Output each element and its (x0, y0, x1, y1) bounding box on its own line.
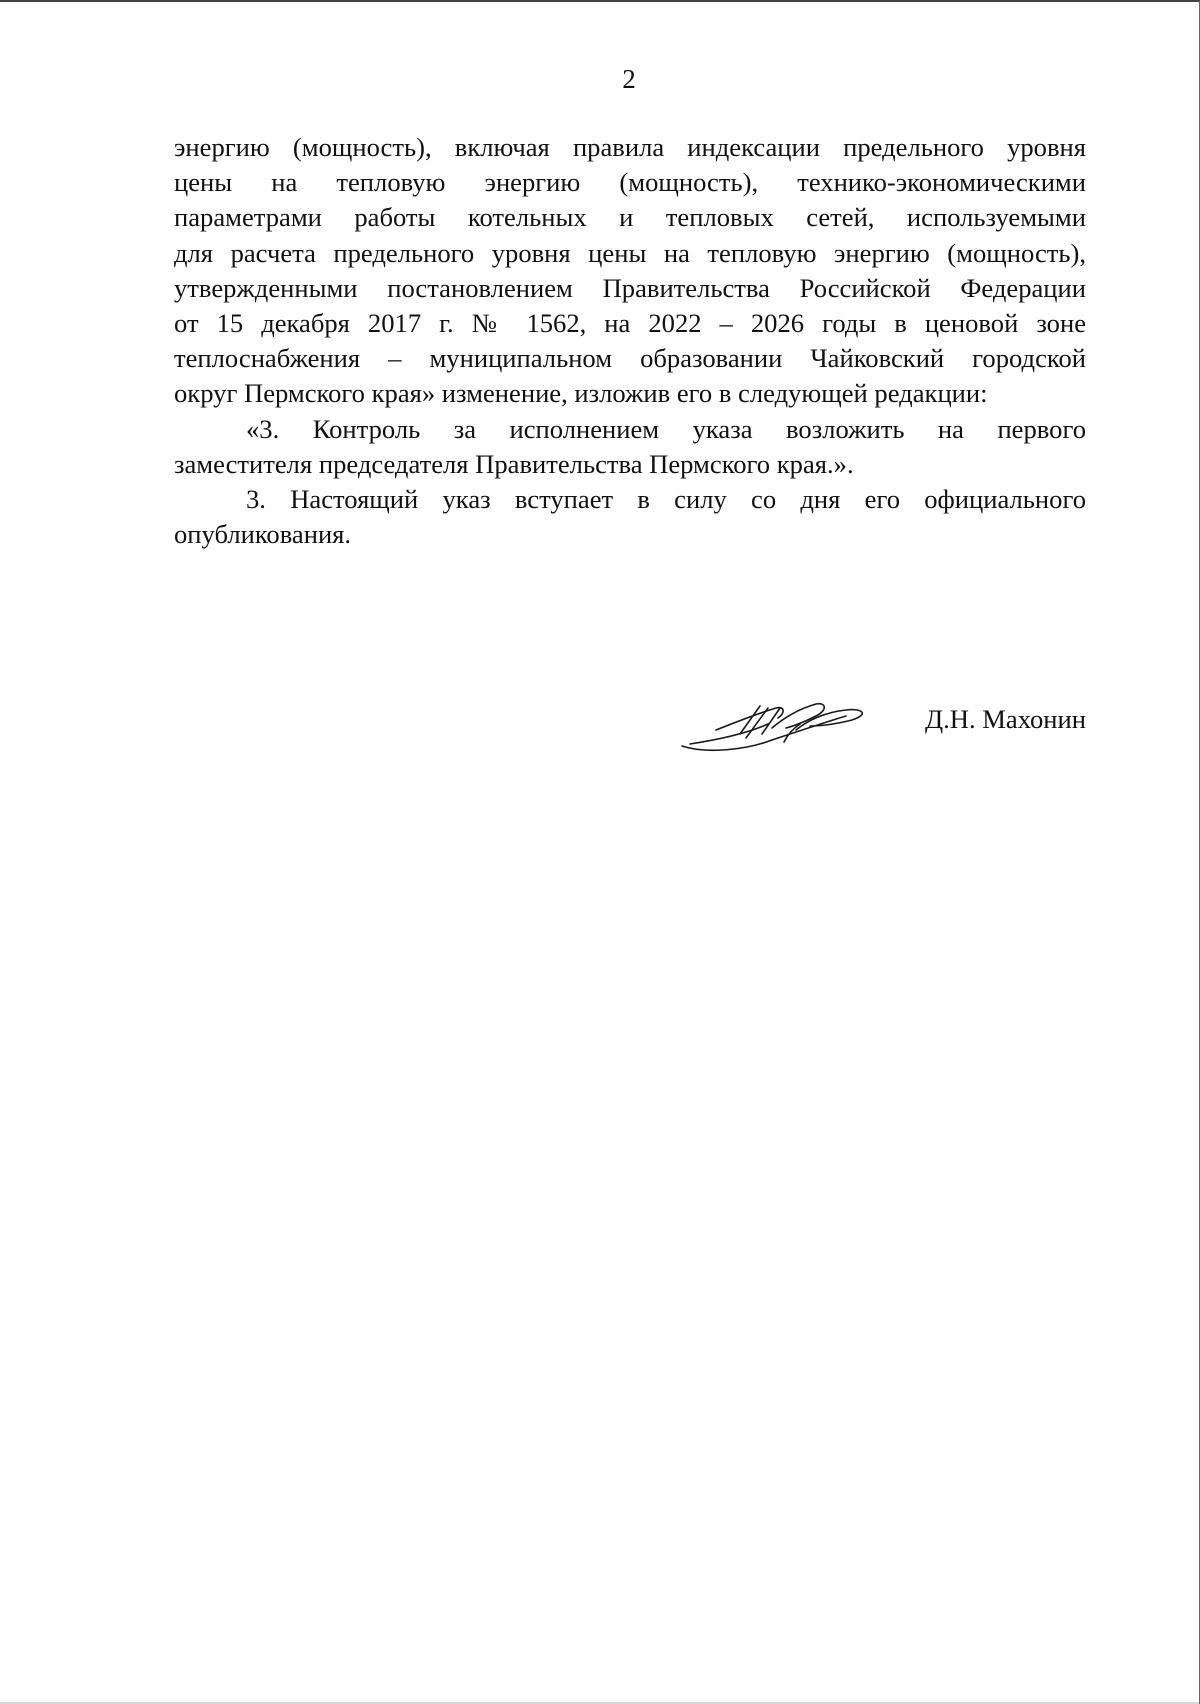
paragraph-continuation (174, 130, 1086, 412)
paragraph-amendment-quote (174, 412, 1086, 482)
text-line: заместителя председателя Правительства Пермского края.». (174, 448, 854, 479)
text-line: энергию (мощность), включая правила индексации предельного уровня (174, 132, 1086, 162)
text-line: утвержденными постановлением Правительства Российской Федерации (174, 272, 1086, 303)
signature-icon (676, 694, 876, 758)
text-line: опубликования. (174, 519, 352, 550)
paragraph-item-3 (174, 482, 1086, 552)
text-line: для расчета предельного уровня цены на тепловую энергию (мощность), (174, 237, 1086, 268)
text-line: «3. Контроль за исполнением указа возложить на первого (246, 413, 1086, 444)
text-line: теплоснабжения – муниципальном образовании Чайковский городской (174, 343, 1086, 374)
page-number: 2 (622, 64, 636, 94)
text-line: параметрами работы котельных и тепловых сетей, используемыми (174, 202, 1086, 233)
signature-block (676, 694, 1086, 764)
text-line: от 15 декабря 2017 г. № 1562, на 2022 – 2026 годы в ценовой зоне (174, 308, 1086, 339)
text-line: округ Пермского края» изменение, изложив его в следующей редакции: (174, 378, 988, 409)
signer-name: Д.Н. Махонин (924, 704, 1086, 734)
text-line: цены на тепловую энергию (мощность), технико-экономическими (174, 167, 1086, 198)
document-body (174, 130, 1086, 552)
text-line: 3. Настоящий указ вступает в силу со дня его официального (246, 484, 1086, 515)
